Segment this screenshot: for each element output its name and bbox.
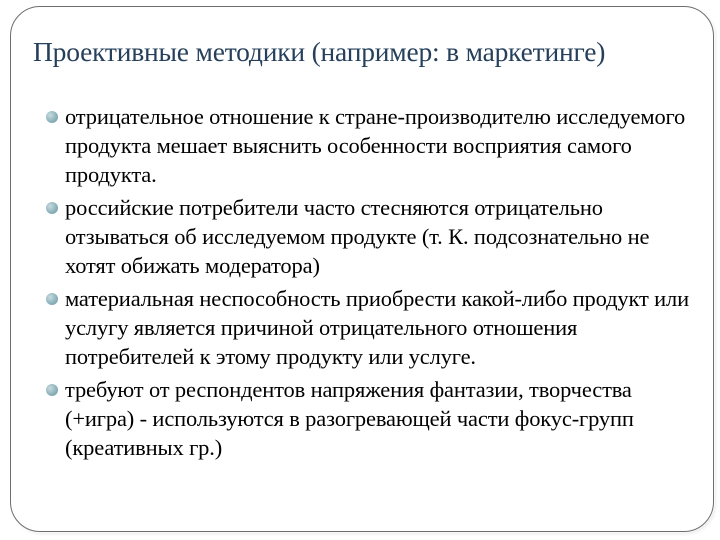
bullet-text: материальная неспособность приобрести какой-либо продукт или услугу является причиной отрицательного отношения потребителей к этому продукту или услуге. [65, 286, 689, 369]
bullet-item [46, 375, 696, 462]
bullet-marker-icon [46, 202, 58, 214]
bullet-text: отрицательное отношение к стране-производителю исследуемого продукта мешает выяснить особенности восприятия самого продукта. [65, 104, 686, 187]
bullet-marker-icon [46, 293, 58, 305]
bullet-marker-icon [46, 111, 58, 123]
bullet-text: российские потребители часто стесняются отрицательно отзываться об исследуемом продукте (т. К. подсознательно не хотят обижать модератора) [65, 195, 650, 278]
bullet-list [46, 102, 696, 466]
slide-title: Проективные методики (например: в маркетинге) [33, 36, 606, 67]
bullet-item [46, 102, 696, 189]
bullet-item [46, 193, 696, 280]
bullet-marker-icon [46, 384, 58, 396]
bullet-text: требуют от респондентов напряжения фантазии, творчества (+игра) - используются в разогревающей части фокус-групп (креативных гр.) [65, 377, 634, 460]
bullet-item [46, 284, 696, 371]
